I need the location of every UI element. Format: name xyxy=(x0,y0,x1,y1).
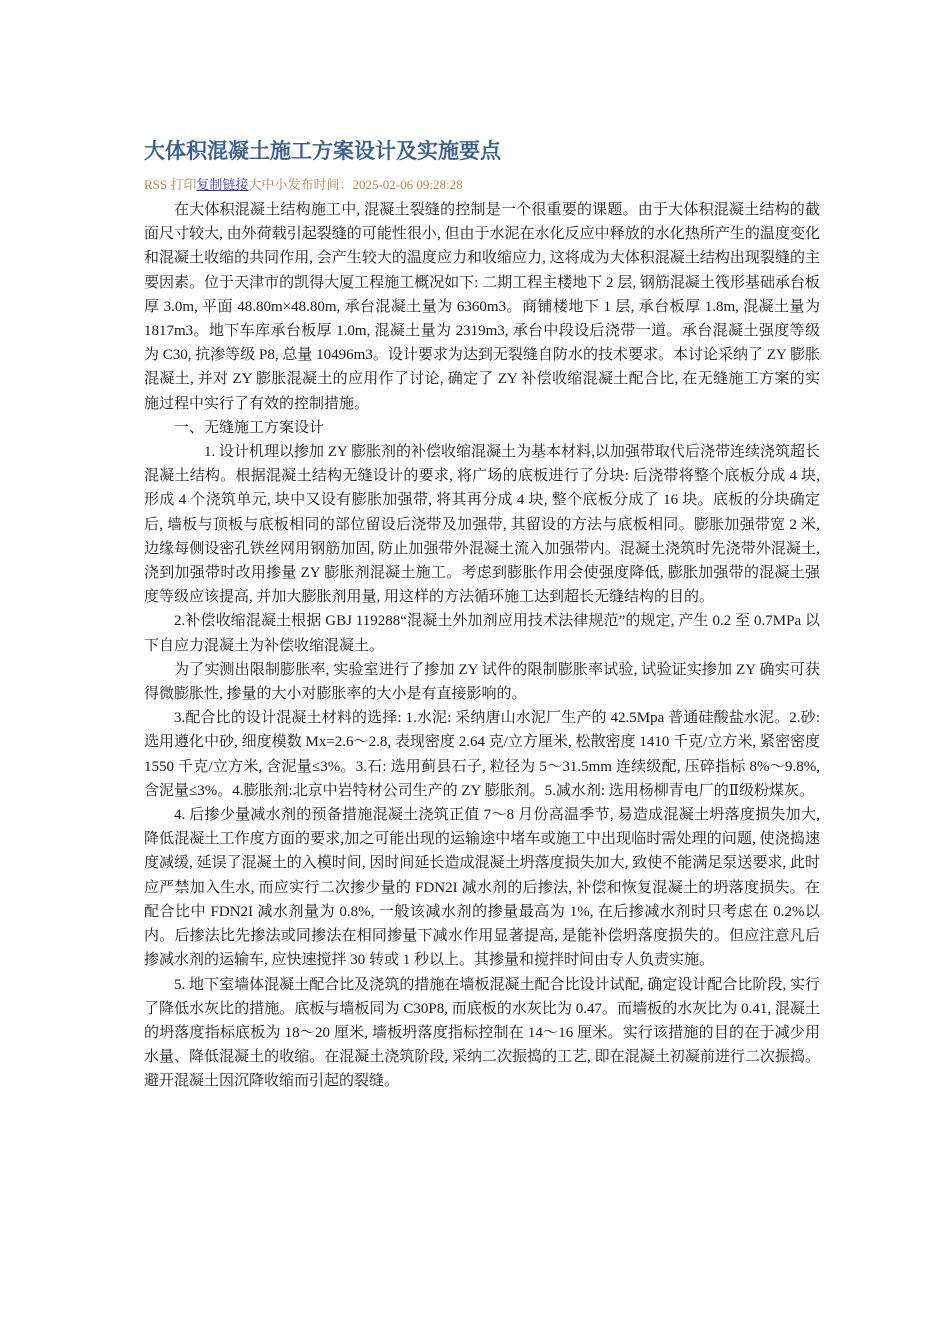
paragraph-water-reducer: 4. 后掺少量减水剂的预备措施混凝土浇筑正值 7～8 月份高温季节, 易造成混凝土坍落度损失加大, 降低混凝土工作度方面的要求,加之可能出现的运输途中堵车或施工中出现临时需处理的问题, 使浇捣速度减缓, 延误了混凝土的入模时间, 因时间延长造成混凝土坍落度损失加大, 致使不能满足泵送要求, 此时应严禁加入生水, 而应实行二次掺少量的 FDN2I 减水剂的后掺法, 补偿和恢复混凝土的坍落度损失。在配合比中 FDN2I 减水剂量为 0.8%, 一般该减水剂的掺量最高为 1%, 在后掺减水剂时只考虑在 0.2%以内。后掺法比先掺法或同掺法在相同掺量下减水作用显著提高, 是能补偿坍落度损失的。但应注意凡后掺减水剂的运输车, 应快速搅拌 30 转或 1 秒以上。其掺量和搅拌时间由专人负责实施。 xyxy=(144,807,820,969)
font-size-links[interactable]: 大中小 xyxy=(248,177,288,192)
published-label: 发布时间： xyxy=(287,177,353,192)
paragraph-intro: 在大体积混凝土结构施工中, 混凝土裂缝的控制是一个很重要的课题。由于大体积混凝土结构的截面尺寸较大, 由外荷载引起裂缝的可能性很小, 但由于水泥在水化反应中释放的水化热所产生的温度变化和混凝土收缩的共同作用, 会产生较大的温度应力和收缩应力, 这将成为大体积混凝土结构出现裂缝的主要因素。位于天津市的凯得大厦工程施工概况如下: 二期工程主楼地下 2 层, 钢筋混凝土筏形基础承台板厚 3.0m, 平面 48.80m×48.80m, 承台混凝土量为 6360m3。商铺楼地下 1 层, 承台板厚 1.8m, 混凝土量为 1817m3。地下车库承台板厚 1.0m, 混凝土量为 2319m3, 承台中段设后浇带一道。承台混凝土强度等级为 C30, 抗渗等级 P8, 总量 10496m3。设计要求为达到无裂缝自防水的技术要求。本讨论采纳了 ZY 膨胀混凝土, 并对 ZY 膨胀混凝土的应用作了讨论, 确定了 ZY 补偿收缩混凝土配合比, 在无缝施工方案的实施过程中实行了有效的控制措施。 xyxy=(144,202,820,412)
article-title: 大体积混凝土施工方案设计及实施要点 xyxy=(144,139,501,163)
paragraph-design-mechanism: 1. 设计机理以掺加 ZY 膨胀剂的补偿收缩混凝土为基本材料,以加强带取代后浇带连续浇筑超长混凝土结构。根据混凝土结构无缝设计的要求, 将广场的底板进行了分块: 后浇带将整个底板分成 4 块,形成 4 个浇筑单元, 块中又设有膨胀加强带, 将其再分成 4 块, 整个底板分成了 16 块。底板的分块确定后, 墙板与顶板与底板相同的部位留设后浇带及加强带, 其留设的方法与底板相同。膨胀加强带宽 2 米, 边缘每侧设密孔铁丝网用钢筋加固, 防止加强带外混凝土流入加强带内。混凝土浇筑时先浇带外混凝土, 浇到加强带时改用掺量 ZY 膨胀剂混凝土施工。考虑到膨胀作用会使强度降低, 膨胀加强带的混凝土强度等级应该提高, 并加大膨胀剂用量, 用这样的方法循环施工达到超长无缝结构的目的。 xyxy=(144,444,820,606)
paragraph-expansion-test: 为了实测出限制膨胀率, 实验室进行了掺加 ZY 试件的限制膨胀率试验, 试验证实掺加 ZY 确实可获得微膨胀性, 掺量的大小对膨胀率的大小是有直接影响的。 xyxy=(144,661,820,703)
paragraph-basement-wall: 5. 地下室墙体混凝土配合比及浇筑的措施在墙板混凝土配合比设计试配, 确定设计配合比阶段, 实行了降低水灰比的措施。底板与墙板同为 C30P8, 而底板的水灰比为 0.47。而墙板的水灰比为 0.41, 混凝土的坍落度指标底板为 18～20 厘米, 墙板坍落度指标控制在 14～16 厘米。实行该措施的目的在于减少用水量、降低混凝土的收缩。在混凝土浇筑阶段, 采纳二次振捣的工艺, 即在混凝土初凝前进行二次振捣。避开混凝土因沉降收缩而引起的裂缝。 xyxy=(144,976,820,1090)
copy-link-link[interactable]: 复制链接 xyxy=(196,177,249,192)
print-link[interactable]: 打印 xyxy=(170,177,197,192)
article-body xyxy=(144,198,820,1094)
article-meta xyxy=(144,176,820,194)
article xyxy=(144,136,820,1094)
paragraph-mix-design: 3.配合比的设计混凝土材料的选择: 1.水泥: 采纳唐山水泥厂生产的 42.5Mpa 普通硅酸盐水泥。2.砂:选用遵化中砂, 细度模数 Mx=2.6～2.8, 表现密度 2.64 克/立方厘米, 松散密度 1410 千克/立方米, 紧密密度 1550 千克/立方米, 含泥量≤3%。3.石: 选用蓟县石子, 粒径为 5～31.5mm 连续级配, 压碎指标 8%～9.8%, 含泥量≤3%。4.膨胀剂:北京中岩特材公司生产的 ZY 膨胀剂。5.减水剂: 选用杨柳青电厂的Ⅱ级粉煤灰。 xyxy=(144,710,820,799)
rss-link[interactable]: RSS xyxy=(144,177,168,192)
section-heading: 一、无缝施工方案设计 xyxy=(174,419,325,436)
published-time: 2025-02-06 09:28:28 xyxy=(352,177,463,192)
paragraph-compensation: 2.补偿收缩混凝土根据 GBJ 119288“混凝土外加剂应用技术法律规范”的规定, 产生 0.2 至 0.7MPa 以下自应力混凝土为补偿收缩混凝土。 xyxy=(144,613,820,654)
